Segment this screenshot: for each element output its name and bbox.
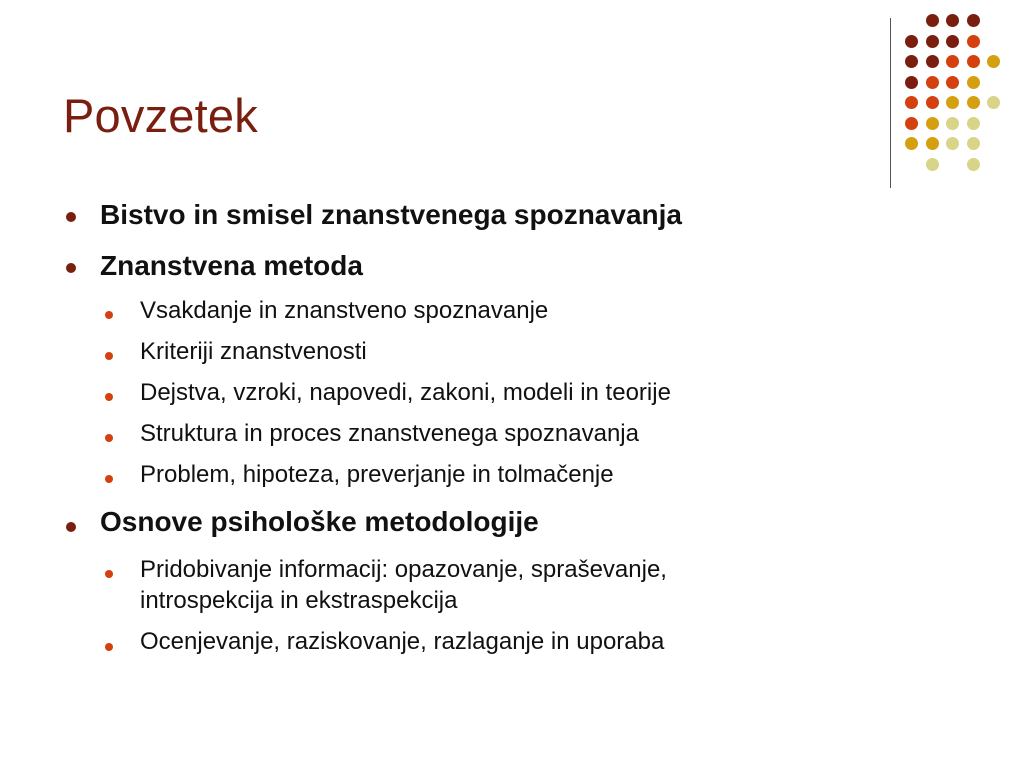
decorative-dot bbox=[926, 35, 939, 48]
decorative-dot bbox=[967, 76, 980, 89]
decorative-dot bbox=[926, 55, 939, 68]
slide-title: Povzetek bbox=[63, 89, 258, 142]
decorative-dot bbox=[967, 55, 980, 68]
bullet-marker bbox=[66, 522, 76, 532]
sub-bullet-text: Vsakdanje in znanstveno spoznavanje bbox=[140, 297, 549, 324]
decorative-dot bbox=[946, 76, 959, 89]
sub-bullet-marker bbox=[105, 352, 113, 360]
sub-bullet-text: Kriteriji znanstvenosti bbox=[140, 338, 367, 365]
bullet-marker bbox=[66, 212, 76, 222]
sub-bullet-text: Dejstva, vzroki, napovedi, zakoni, modeli in teorije bbox=[140, 379, 671, 406]
bullet-text: Osnove psihološke metodologije bbox=[100, 506, 539, 537]
decorative-dot bbox=[905, 76, 918, 89]
sub-bullet-text: Ocenjevanje, raziskovanje, razlaganje in uporaba bbox=[140, 628, 665, 655]
bullet-text: Bistvo in smisel znanstvenega spoznavanja bbox=[100, 199, 682, 230]
sub-bullet-marker bbox=[105, 475, 113, 483]
sub-bullet-text-continued: introspekcija in ekstraspekcija bbox=[140, 587, 458, 614]
sub-bullet-text: Struktura in proces znanstvenega spoznavanja bbox=[140, 420, 639, 447]
decorative-dot bbox=[946, 96, 959, 109]
decorative-dot bbox=[987, 55, 1000, 68]
decorative-dot bbox=[905, 117, 918, 130]
decorative-dot bbox=[946, 35, 959, 48]
decorative-dot bbox=[905, 35, 918, 48]
decorative-dot bbox=[926, 137, 939, 150]
sub-bullet-marker bbox=[105, 393, 113, 401]
decorative-dot bbox=[905, 96, 918, 109]
decorative-dot bbox=[905, 137, 918, 150]
decorative-dot bbox=[926, 117, 939, 130]
sub-bullet-marker bbox=[105, 311, 113, 319]
decorative-dot bbox=[926, 76, 939, 89]
decorative-dot bbox=[967, 14, 980, 27]
sub-bullet-marker bbox=[105, 434, 113, 442]
bullet-marker bbox=[66, 263, 76, 273]
bullet-text: Znanstvena metoda bbox=[100, 250, 363, 281]
decorative-dot-grid bbox=[905, 14, 1015, 164]
sub-bullet-text: Problem, hipoteza, preverjanje in tolmačenje bbox=[140, 461, 614, 488]
sub-bullet-marker bbox=[105, 570, 113, 578]
decorative-dot bbox=[946, 137, 959, 150]
decorative-dot bbox=[946, 55, 959, 68]
sub-bullet-marker bbox=[105, 643, 113, 651]
title-divider bbox=[890, 18, 891, 188]
decorative-dot bbox=[987, 96, 1000, 109]
decorative-dot bbox=[926, 96, 939, 109]
decorative-dot bbox=[967, 96, 980, 109]
decorative-dot bbox=[967, 35, 980, 48]
decorative-dot bbox=[967, 158, 980, 171]
decorative-dot bbox=[946, 117, 959, 130]
sub-bullet-text: Pridobivanje informacij: opazovanje, spraševanje, bbox=[140, 556, 667, 583]
decorative-dot bbox=[926, 158, 939, 171]
decorative-dot bbox=[967, 137, 980, 150]
decorative-dot bbox=[967, 117, 980, 130]
decorative-dot bbox=[926, 14, 939, 27]
decorative-dot bbox=[946, 14, 959, 27]
decorative-dot bbox=[905, 55, 918, 68]
